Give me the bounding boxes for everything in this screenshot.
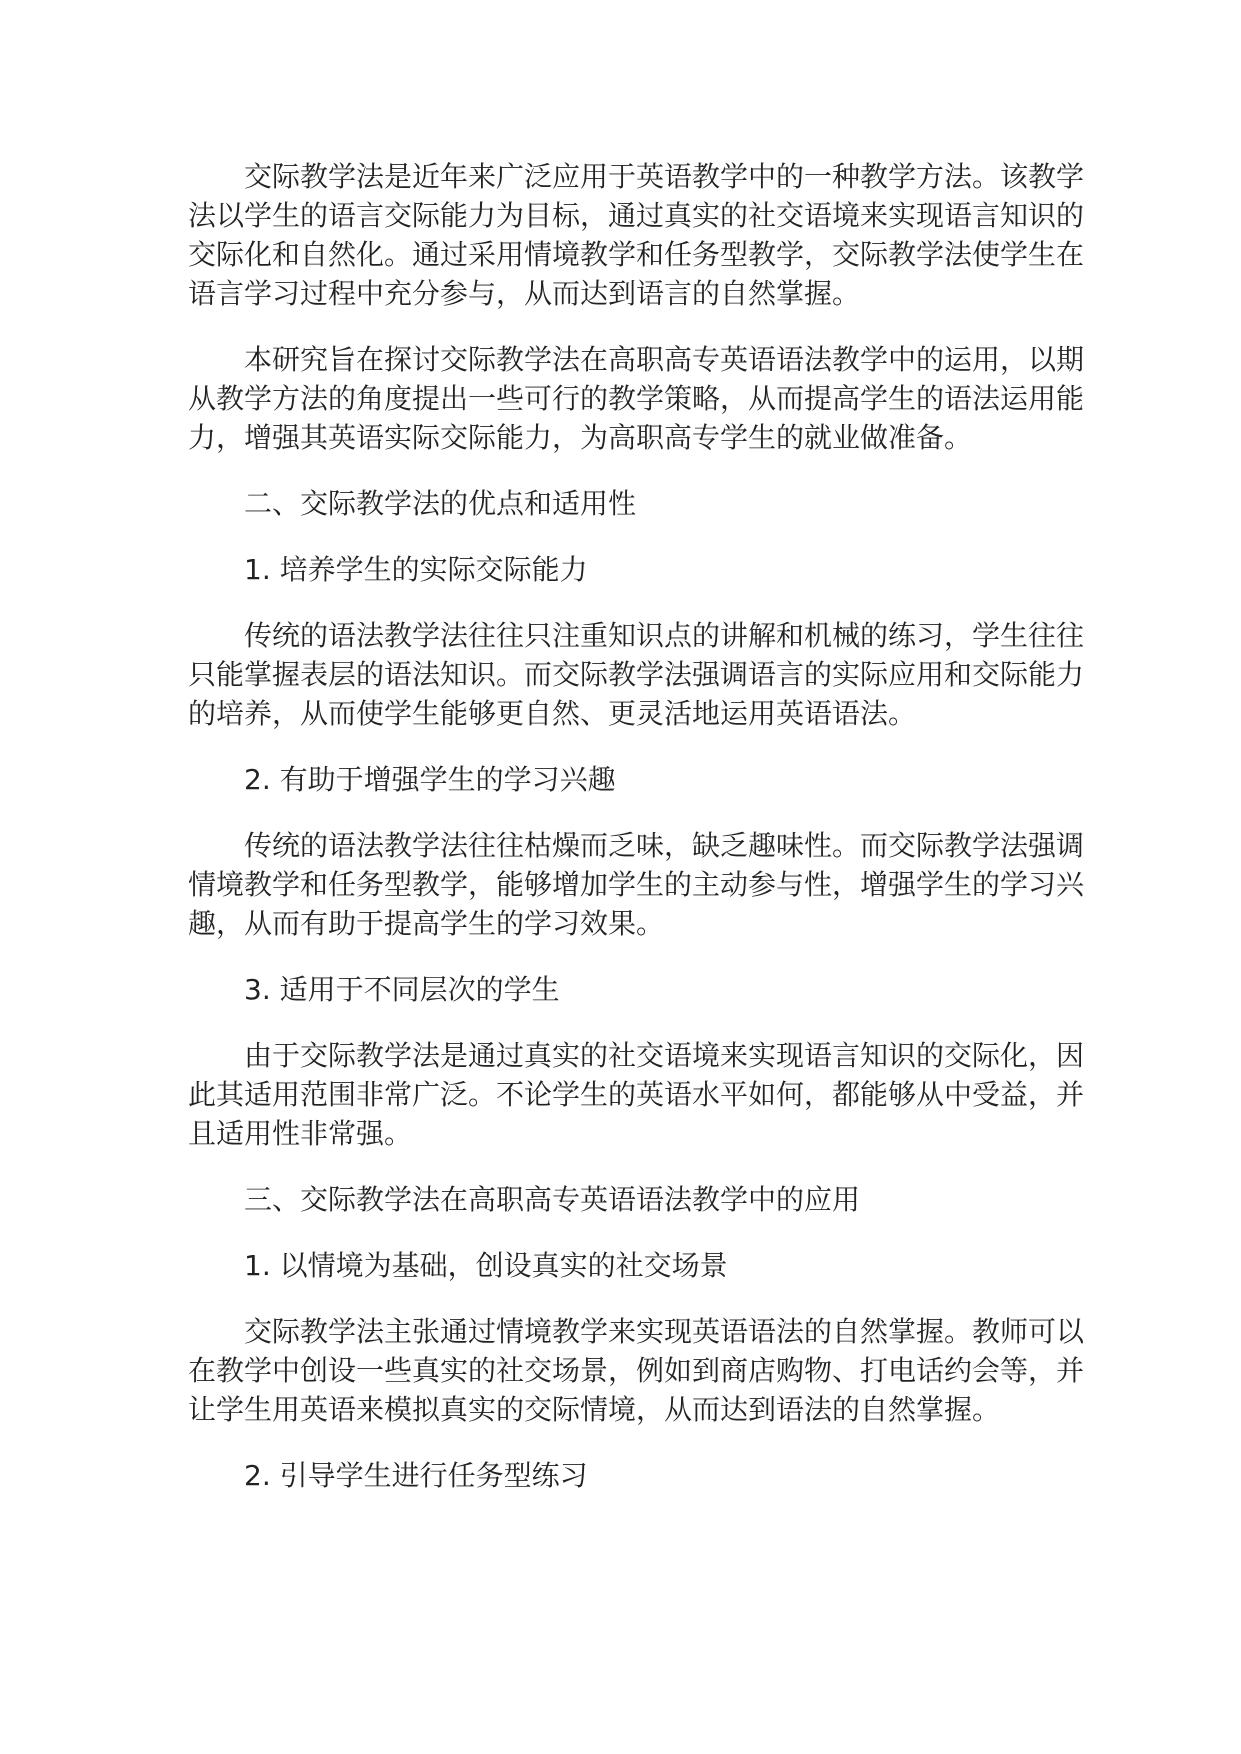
document-body (188, 157, 1088, 1522)
subheading-learning-interest: 2. 有助于增强学生的学习兴趣 (244, 763, 616, 796)
paragraph-research-aim: 本研究旨在探讨交际教学法在高职高专英语语法教学中的运用，以期从教学方法的角度提出一些可行的教学策略，从而提高学生的语法运用能力，增强其英语实际交际能力，为高职高专学生的就业做准备。 (188, 343, 1085, 454)
paragraph-learning-interest: 传统的语法教学法往往枯燥而乏味，缺乏趣味性。而交际教学法强调情境教学和任务型教学，能够增加学生的主动参与性，增强学生的学习兴趣，从而有助于提高学生的学习效果。 (188, 829, 1085, 940)
section-heading-application: 三、交际教学法在高职高专英语语法教学中的应用 (244, 1183, 861, 1216)
section-heading-advantages: 二、交际教学法的优点和适用性 (244, 487, 637, 520)
paragraph-different-levels: 由于交际教学法是通过真实的社交语境来实现语言知识的交际化，因此其适用范围非常广泛。不论学生的英语水平如何，都能够从中受益，并且适用性非常强。 (188, 1039, 1085, 1150)
paragraph-intro: 交际教学法是近年来广泛应用于英语教学中的一种教学方法。该教学法以学生的语言交际能力为目标，通过真实的社交语境来实现语言知识的交际化和自然化。通过采用情境教学和任务型教学，交际教学法使学生在语言学习过程中充分参与，从而达到语言的自然掌握。 (188, 160, 1085, 310)
subheading-communicative-ability: 1. 培养学生的实际交际能力 (244, 553, 588, 586)
subheading-task-based-practice: 2. 引导学生进行任务型练习 (244, 1459, 588, 1492)
paragraph-situational-scenes: 交际教学法主张通过情境教学来实现英语语法的自然掌握。教师可以在教学中创设一些真实的社交场景，例如到商店购物、打电话约会等，并让学生用英语来模拟真实的交际情境，从而达到语法的自然掌握。 (188, 1315, 1085, 1426)
subheading-situational-scenes: 1. 以情境为基础，创设真实的社交场景 (244, 1249, 728, 1282)
paragraph-communicative-ability: 传统的语法教学法往往只注重知识点的讲解和机械的练习，学生往往只能掌握表层的语法知识。而交际教学法强调语言的实际应用和交际能力的培养，从而使学生能够更自然、更灵活地运用英语语法。 (188, 619, 1085, 730)
subheading-different-levels: 3. 适用于不同层次的学生 (244, 973, 560, 1006)
